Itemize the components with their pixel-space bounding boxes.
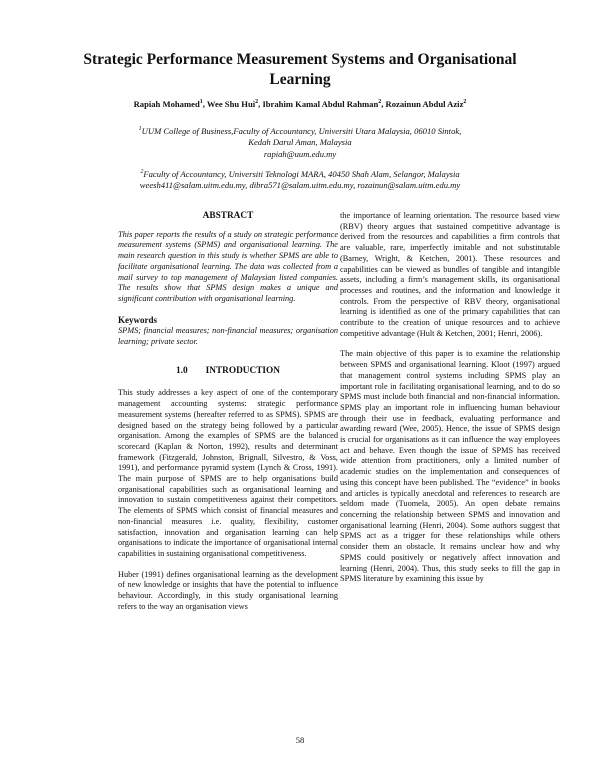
right-column xyxy=(340,211,560,585)
author-affiliation-mark: 2 xyxy=(255,99,259,106)
section-number: 1.0 xyxy=(175,365,188,376)
left-column xyxy=(118,211,338,613)
author-name: Wee Shu Hui xyxy=(206,99,256,109)
paper-title: Strategic Performance Measurement Systems and Organisational Learning xyxy=(83,51,517,88)
affiliation-1 xyxy=(60,124,540,160)
body-paragraph: Huber (1991) defines organisational learning as the development of new knowledge or insights that have the potential to influence behaviour. Accordingly, in this study organisational learning refers to the way an organisation views xyxy=(118,569,338,611)
author-affiliation-mark: 2 xyxy=(378,99,382,106)
body-paragraph: The main objective of this paper is to examine the relationship between SPMS and organisational learning. Kloot (1997) argued that management control systems including SPMS play an important role in facilitating organisational learning, and to do so SPMS must include both financial and non-financial information. SPMS play an important role in influencing human behaviour through their use in feedback, evaluating performance and awarding reward (Wee, 2005). Hence, the issue of SPMS design is crucial for organisations as it can influence the way employees act and behave. Even though the issue of SPMS has received wide attention from practitioners, only a limited number of academic studies on the implementation and consequences of using this concept have been published. The “evidence” in books and articles is typically anecdotal and references to research are seldom made (Tuomela, 2005). An open debate remains concerning the relationship between SPMS and innovation and organisational learning (Henri, 2004). Some authors suggest that SPMS act as a trigger for these relationships while others consider them an obstacle. It remains unclear how and why SPMS could positively or negatively affect innovation and learning (Henri, 2004). Thus, this study seeks to fill the gap in SPMS literature by examining this issue by xyxy=(340,349,560,584)
affiliation-mark: 2 xyxy=(140,169,144,175)
body-paragraph: This study addresses a key aspect of one of the contemporary management accounting systems: strategic performance measurement systems (hereafter referred to as SPMS). SPMS are designed based on the strategy being followed by a particular organisation. Among the examples of SPMS are the balanced scorecard (Kaplan & Norton, 1992), results and determinant framework (Fitzgerald, Johnston, Brignall, Silvestro, & Voss, 1991), and performance pyramid system (Lynch & Cross, 1991). The main purpose of SPMS are to help organisations build organisational capabilities such as organisational learning and innovation to sustain competitiveness against their competitors. The elements of SPMS which consist of financial measures and non-financial measures i.e. quality, flexibility, customer satisfaction, innovation and organisation learning can help organisations to indicate the importance of organisational internal capabilities in sustaining organisational competitiveness. xyxy=(118,388,338,558)
affiliation-email: rapiah@uum.edu.my xyxy=(263,148,337,159)
author-name: Rapiah Mohamed xyxy=(133,99,200,109)
author-affiliation-mark: 1 xyxy=(199,99,203,106)
author-affiliation-mark: 2 xyxy=(463,99,467,106)
author-name: Rozainun Abdul Aziz xyxy=(385,99,464,109)
affiliation-line: Kedah Darul Aman, Malaysia xyxy=(248,137,352,148)
body-paragraph: the importance of learning orientation. The resource based view (RBV) theory argues that sustained competitive advantage is derived from the resources and capabilities a firm controls that are valuable, rare, imperfectly imitable and not substitutable (Barney, Wright, & Ketchen, 2001). These resources and capabilities can be viewed as bundles of tangible and intangible assets, including a firm’s management skills, its organisational processes and routines, and the information and knowledge it controls. From the perspective of RBV theory, organisational learning is identified as one of the primary capabilities that can contribute to the creation of unique resources and to achieve competitive advantage (Hult & Ketchen, 2001; Henri, 2006). xyxy=(340,211,560,338)
author-list: Rapiah Mohamed$^1$, Wee Shu Hui$^2$, Ibrahim Kamal Abdul Rahman$^2$, Rozainun Abdul Aziz$^2$ xyxy=(133,99,467,109)
section-title: INTRODUCTION xyxy=(205,365,280,376)
affiliation-2 xyxy=(60,167,540,192)
abstract-text: This paper reports the results of a study on strategic performance measurement systems (SPMS) and organisational learning. The main research question in this study is whether SPMS are able to facilitate organisational learning. The data was collected from a mail survey to top management of Malaysian listed companies. The results show that SPMS design makes a unique and significant contribution with organisational learning. xyxy=(118,229,338,303)
section-heading xyxy=(118,366,338,377)
affiliation-email: weesh411@salam.uitm.edu.my, dibra571@salam.uitm.edu.my, rozainun@salam.uitm.edu.my xyxy=(139,180,461,191)
abstract-heading: ABSTRACT xyxy=(202,211,254,221)
keywords-text: SPMS; financial measures; non-financial measures; organisation learning; private sector. xyxy=(118,326,338,347)
affiliation-mark: 1 xyxy=(138,126,142,132)
affiliation-line: Faculty of Accountancy, Universiti Teknologi MARA, 40450 Shah Alam, Selangor, Malaysia xyxy=(143,168,460,179)
keywords-heading: Keywords xyxy=(118,314,157,325)
affiliation-line: UUM College of Business,Faculty of Accountancy, Universiti Utara Malaysia, 06010 Sintok, xyxy=(141,125,462,136)
author-name: Ibrahim Kamal Abdul Rahman xyxy=(262,99,379,109)
page-number: 58 xyxy=(295,735,305,745)
